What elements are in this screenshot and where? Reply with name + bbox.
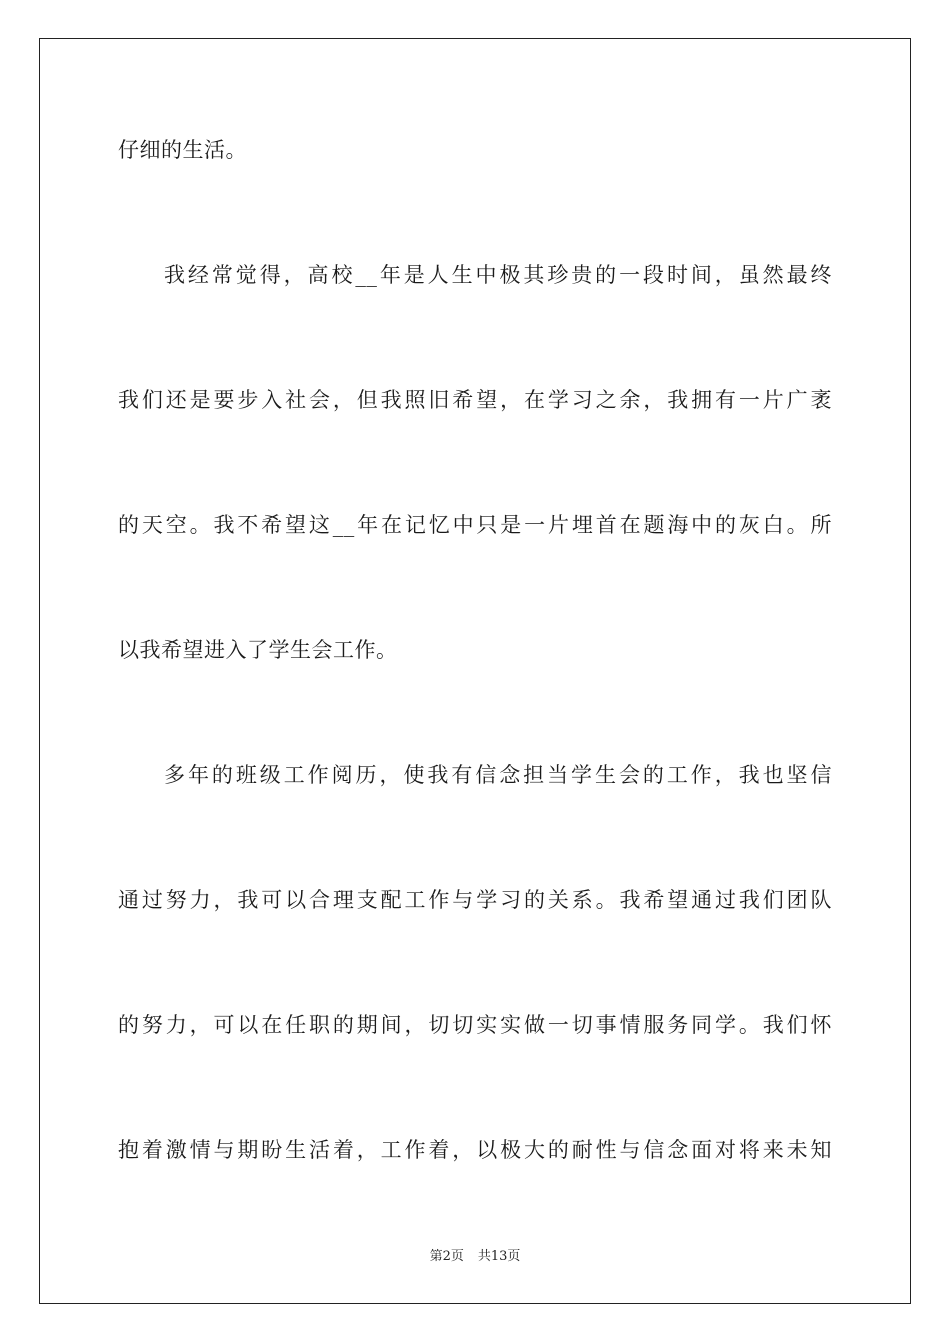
paragraph-line: 仔细的生活。 [118,138,247,162]
page-number: 第2页 [429,1249,464,1264]
paragraph-line: 的努力，可以在任职的期间，切切实实做一切事情服务同学。我们怀 [118,1013,832,1037]
page-border [39,38,911,1304]
page-footer [0,1248,950,1266]
paragraph-line: 的天空。我不希望这__年在记忆中只是一片埋首在题海中的灰白。所 [118,513,832,537]
paragraph-line: 我们还是要步入社会，但我照旧希望，在学习之余，我拥有一片广袤 [118,388,832,412]
paragraph-line: 抱着激情与期盼生活着，工作着，以极大的耐性与信念面对将来未知 [118,1138,832,1162]
page-total: 共13页 [477,1249,521,1264]
paragraph-line: 以我希望进入了学生会工作。 [118,638,398,662]
paragraph-line: 我经常觉得，高校__年是人生中极其珍贵的一段时间，虽然最终 [164,263,832,287]
paragraph-line: 多年的班级工作阅历，使我有信念担当学生会的工作，我也坚信 [164,763,832,787]
paragraph-line: 通过努力，我可以合理支配工作与学习的关系。我希望通过我们团队 [118,888,832,912]
